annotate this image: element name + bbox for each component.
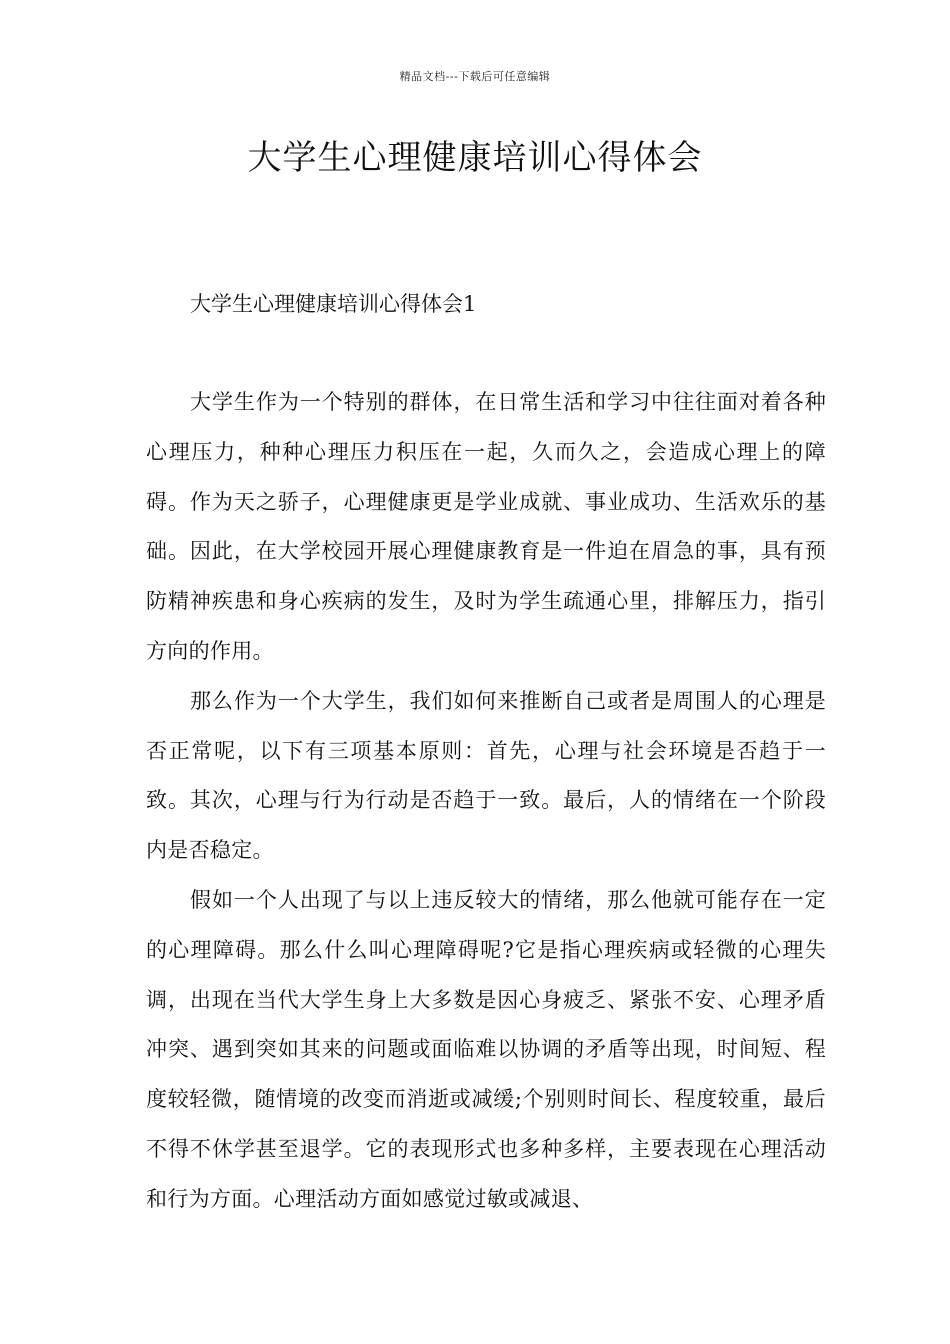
document-body <box>146 378 826 1225</box>
header-note: 精品文档---下载后可任意编辑 <box>399 70 551 83</box>
paragraph: 假如一个人出现了与以上违反较大的情绪，那么他就可能存在一定的心理障碍。那么什么叫心理障碍呢?它是指心理疾病或轻微的心理失调，出现在当代大学生身上大多数是因心身疲乏、紧张不安、心理矛盾冲突、遇到突如其来的问题或面临难以协调的矛盾等出现，时间短、程度较轻微，随情境的改变而消逝或减缓;个别则时间长、程度较重，最后不得不休学甚至退学。它的表现形式也多种多样，主要表现在心理活动和行为方面。心理活动方面如感觉过敏或减退、 <box>146 887 826 1211</box>
section-heading: 大学生心理健康培训心得体会1 <box>190 292 477 316</box>
paragraph: 大学生作为一个特别的群体，在日常生活和学习中往往面对着各种心理压力，种种心理压力积压在一起，久而久之，会造成心理上的障碍。作为天之骄子，心理健康更是学业成就、事业成功、生活欢乐的基础。因此，在大学校园开展心理健康教育是一件迫在眉急的事，具有预防精神疾患和身心疾病的发生，及时为学生疏通心里，排解压力，指引方向的作用。 <box>146 390 826 663</box>
document-title: 大学生心理健康培训心得体会 <box>247 138 703 178</box>
paragraph: 那么作为一个大学生，我们如何来推断自己或者是周围人的心理是否正常呢，以下有三项基本原则：首先，心理与社会环境是否趋于一致。其次，心理与行为行动是否趋于一致。最后，人的情绪在一个阶段内是否稳定。 <box>146 688 826 863</box>
